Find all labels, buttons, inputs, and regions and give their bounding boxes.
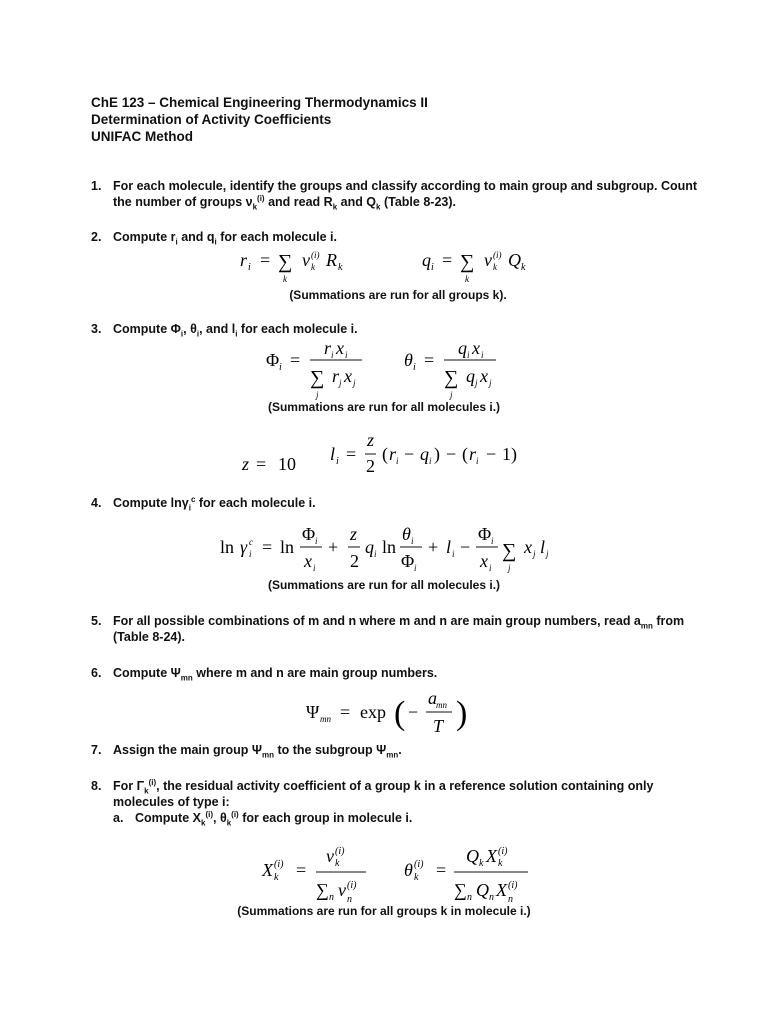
svg-text:j: j	[316, 390, 319, 400]
equation-phi-i	[266, 336, 376, 402]
svg-text:j: j	[533, 549, 536, 559]
svg-text:(: (	[394, 695, 406, 732]
svg-text:−: −	[408, 702, 419, 722]
svg-text:i: i	[476, 456, 479, 466]
svg-text:i: i	[489, 563, 492, 573]
svg-text:x: x	[304, 551, 312, 571]
svg-text:=: =	[262, 537, 273, 557]
step-6: 6. Compute $\Psi_{mn}$ where m and n are main group numbers.	[91, 666, 438, 683]
svg-text:∑: ∑	[454, 880, 467, 900]
svg-text:j: j	[508, 563, 511, 573]
svg-text:∑: ∑	[278, 251, 293, 273]
svg-text:mn: mn	[436, 700, 447, 710]
svg-text:(i): (i)	[335, 846, 345, 857]
course-title: ChE 123 – Chemical Engineering Thermodynamics II	[91, 95, 428, 110]
svg-text:=: =	[442, 250, 453, 270]
svg-text:10: 10	[278, 454, 296, 474]
svg-text:k: k	[311, 262, 315, 272]
svg-text:i: i	[411, 536, 414, 546]
svg-text:i: i	[249, 549, 252, 559]
svg-text:ln: ln	[280, 537, 295, 557]
svg-text:n: n	[347, 894, 352, 905]
svg-text:n: n	[489, 892, 494, 903]
svg-text:k: k	[521, 262, 526, 273]
svg-text:∑: ∑	[460, 251, 475, 273]
svg-text:): )	[511, 444, 517, 464]
svg-text:l: l	[446, 537, 452, 557]
svg-text:X: X	[496, 880, 507, 900]
svg-text:θ: θ	[404, 350, 413, 370]
equation-psi-mn	[306, 686, 476, 742]
svg-text:−: −	[404, 444, 415, 464]
svg-text:X: X	[262, 860, 273, 880]
svg-text:=: =	[260, 250, 271, 270]
svg-text:i: i	[279, 362, 282, 373]
svg-text:∑: ∑	[316, 880, 329, 900]
svg-text:i: i	[452, 549, 455, 559]
svg-text:∑: ∑	[502, 540, 517, 562]
svg-text:=: =	[296, 860, 307, 880]
step-5: 5. For all possible combinations of m and n where m and n are main group numbers, read $a_{mn}$ from (Table 8-24).	[91, 614, 685, 644]
svg-text:j: j	[475, 378, 478, 388]
svg-text:∑: ∑	[444, 367, 459, 389]
svg-text:i: i	[315, 536, 318, 546]
svg-text:z: z	[242, 454, 250, 474]
svg-text:+: +	[328, 537, 339, 557]
svg-text:ln: ln	[382, 537, 397, 557]
svg-text:k: k	[498, 858, 503, 869]
svg-text:k: k	[414, 872, 419, 883]
svg-text:i: i	[396, 456, 399, 466]
svg-text:=: =	[290, 350, 301, 370]
svg-text:n: n	[467, 892, 472, 903]
svg-text:(i): (i)	[347, 880, 357, 891]
svg-text:=: =	[436, 860, 447, 880]
svg-text:(: (	[382, 444, 388, 464]
svg-text:−: −	[486, 444, 497, 464]
svg-text:j: j	[353, 378, 356, 388]
svg-text:q: q	[458, 338, 467, 358]
svg-text:−: −	[460, 537, 471, 557]
svg-text:x: x	[344, 366, 352, 386]
svg-text:z: z	[367, 430, 375, 450]
svg-text:Φ: Φ	[401, 551, 415, 571]
svg-text:n: n	[508, 894, 513, 905]
svg-text:q: q	[420, 444, 429, 464]
svg-text:j: j	[450, 390, 453, 400]
svg-text:−: −	[446, 444, 457, 464]
svg-text:2: 2	[350, 551, 359, 571]
svg-text:mn: mn	[320, 714, 331, 724]
svg-text:i: i	[429, 456, 432, 466]
topic-title: Determination of Activity Coefficients	[91, 112, 332, 127]
svg-text:R: R	[326, 250, 337, 270]
svg-text:(i): (i)	[493, 250, 502, 260]
step-7: 7. Assign the main group $\Psi_{mn}$ to the subgroup $\Psi_{mn}$.	[91, 743, 402, 760]
svg-text:l: l	[330, 444, 336, 464]
svg-text:+: +	[428, 537, 439, 557]
equation-q-i	[422, 244, 552, 284]
svg-text:Φ: Φ	[478, 524, 492, 544]
svg-text:(i): (i)	[414, 859, 424, 870]
step-8-substep-a: a. Compute $X_k^{(i)}$, $\theta_k^{(i)}$ for each group in molecule i.	[113, 809, 413, 828]
step-text: For each molecule, identify the groups and classify according to main group and subgroup. Count	[113, 179, 698, 193]
step-4: 4. Compute lnγ$_i^c$ for each molecule i.	[91, 494, 316, 513]
svg-text:(i): (i)	[498, 846, 508, 857]
step-8: 8. For $\Gamma_k^{(i)}$, the residual activity coefficient of a group k in a reference solution containing only molecules of type i: a. Compute $X_k^{(i)}$, $\theta_k^{(i)}$ for each group in molecule i.	[91, 777, 654, 828]
svg-text:n: n	[329, 892, 334, 903]
svg-text:1: 1	[502, 444, 511, 464]
svg-text:ν: ν	[484, 250, 492, 270]
svg-text:x: x	[336, 338, 344, 358]
equation-z	[242, 452, 312, 476]
svg-text:a: a	[428, 688, 437, 708]
svg-text:k: k	[283, 274, 287, 284]
svg-text:Q: Q	[466, 846, 479, 866]
svg-text:i: i	[313, 563, 316, 573]
svg-text:l: l	[540, 537, 546, 557]
svg-text:i: i	[331, 350, 334, 360]
equation-theta-k-i	[404, 842, 534, 906]
svg-text:z: z	[350, 524, 358, 544]
svg-text:ln: ln	[220, 537, 235, 557]
svg-text:ν: ν	[338, 880, 346, 900]
svg-text:=: =	[346, 444, 357, 464]
svg-text:i: i	[467, 350, 470, 360]
svg-text:): )	[434, 444, 440, 464]
svg-text:q: q	[422, 250, 431, 270]
svg-text:r: r	[389, 444, 397, 464]
svg-text:r: r	[469, 444, 477, 464]
svg-text:q: q	[466, 366, 475, 386]
svg-text:ν: ν	[302, 250, 310, 270]
svg-text:c: c	[249, 537, 253, 547]
svg-text:x: x	[472, 338, 480, 358]
svg-text:ν: ν	[326, 846, 334, 866]
note-molecules-i-2: (Summations are run for all molecules i.)	[267, 578, 501, 592]
svg-text:k: k	[335, 858, 340, 869]
svg-text:j: j	[546, 549, 549, 559]
svg-text:(: (	[462, 444, 468, 464]
svg-text:k: k	[338, 262, 343, 273]
step-number: 1.	[91, 179, 102, 193]
svg-text:i: i	[345, 350, 348, 360]
svg-text:j: j	[339, 378, 342, 388]
svg-text:i: i	[414, 563, 417, 573]
svg-text:x: x	[524, 537, 532, 557]
svg-text:r: r	[240, 250, 248, 270]
document-header	[91, 94, 428, 145]
step-continuation: the number of groups $\nu_k^{(i)}$ and read $R_k$ and $Q_k$ (Table 8-23).	[113, 193, 456, 212]
svg-text:θ: θ	[404, 860, 413, 880]
note-molecules-i: (Summations are run for all molecules i.)	[267, 400, 501, 414]
svg-text:j: j	[489, 378, 492, 388]
svg-text:=: =	[256, 454, 267, 474]
svg-text:=: =	[424, 350, 435, 370]
svg-text:i: i	[374, 549, 377, 559]
svg-text:r: r	[324, 338, 332, 358]
equation-theta-i	[404, 336, 504, 402]
note-groups-k-in-i: (Summations are run for all groups k in molecule i.)	[237, 904, 531, 918]
equation-x-k-i	[262, 842, 372, 906]
svg-text:Φ: Φ	[266, 350, 280, 370]
svg-text:=: =	[340, 702, 351, 722]
svg-text:Ψ: Ψ	[306, 702, 320, 722]
method-title: UNIFAC Method	[91, 129, 193, 144]
svg-text:x: x	[480, 366, 488, 386]
svg-text:(i): (i)	[508, 880, 518, 891]
svg-text:Q: Q	[508, 250, 521, 270]
svg-text:r: r	[332, 366, 340, 386]
svg-text:i: i	[336, 456, 339, 467]
svg-text:(i): (i)	[274, 859, 284, 870]
svg-text:i: i	[413, 362, 416, 373]
svg-text:i: i	[491, 536, 494, 546]
svg-text:i: i	[431, 262, 434, 273]
svg-text:k: k	[493, 262, 497, 272]
equation-r-i	[240, 244, 370, 284]
note-groups-k: (Summations are run for all groups k).	[289, 288, 507, 302]
svg-text:γ: γ	[240, 537, 248, 557]
svg-text:i: i	[481, 350, 484, 360]
svg-text:): )	[456, 695, 468, 732]
step-3: 3. Compute $\Phi_i$, $\theta_i$, and $l_i$ for each molecule i.	[91, 322, 358, 339]
svg-text:q: q	[365, 537, 374, 557]
svg-text:Q: Q	[476, 880, 489, 900]
svg-text:θ: θ	[402, 524, 411, 544]
svg-text:i: i	[248, 262, 251, 273]
svg-text:T: T	[433, 716, 444, 736]
svg-text:∑: ∑	[310, 367, 325, 389]
step-2: 2. Compute $r_i$ and $q_i$ for each molecule i.	[91, 230, 337, 247]
svg-text:x: x	[480, 551, 488, 571]
svg-text:exp: exp	[360, 702, 386, 722]
svg-text:k: k	[274, 872, 279, 883]
svg-text:k: k	[465, 274, 469, 284]
svg-text:Φ: Φ	[302, 524, 316, 544]
svg-text:2: 2	[366, 456, 375, 476]
svg-text:X: X	[486, 846, 497, 866]
svg-text:k: k	[479, 858, 484, 869]
step-1	[91, 178, 697, 210]
equation-l-i	[330, 432, 540, 482]
equation-ln-gamma-c	[220, 525, 560, 577]
svg-text:(i): (i)	[311, 250, 320, 260]
